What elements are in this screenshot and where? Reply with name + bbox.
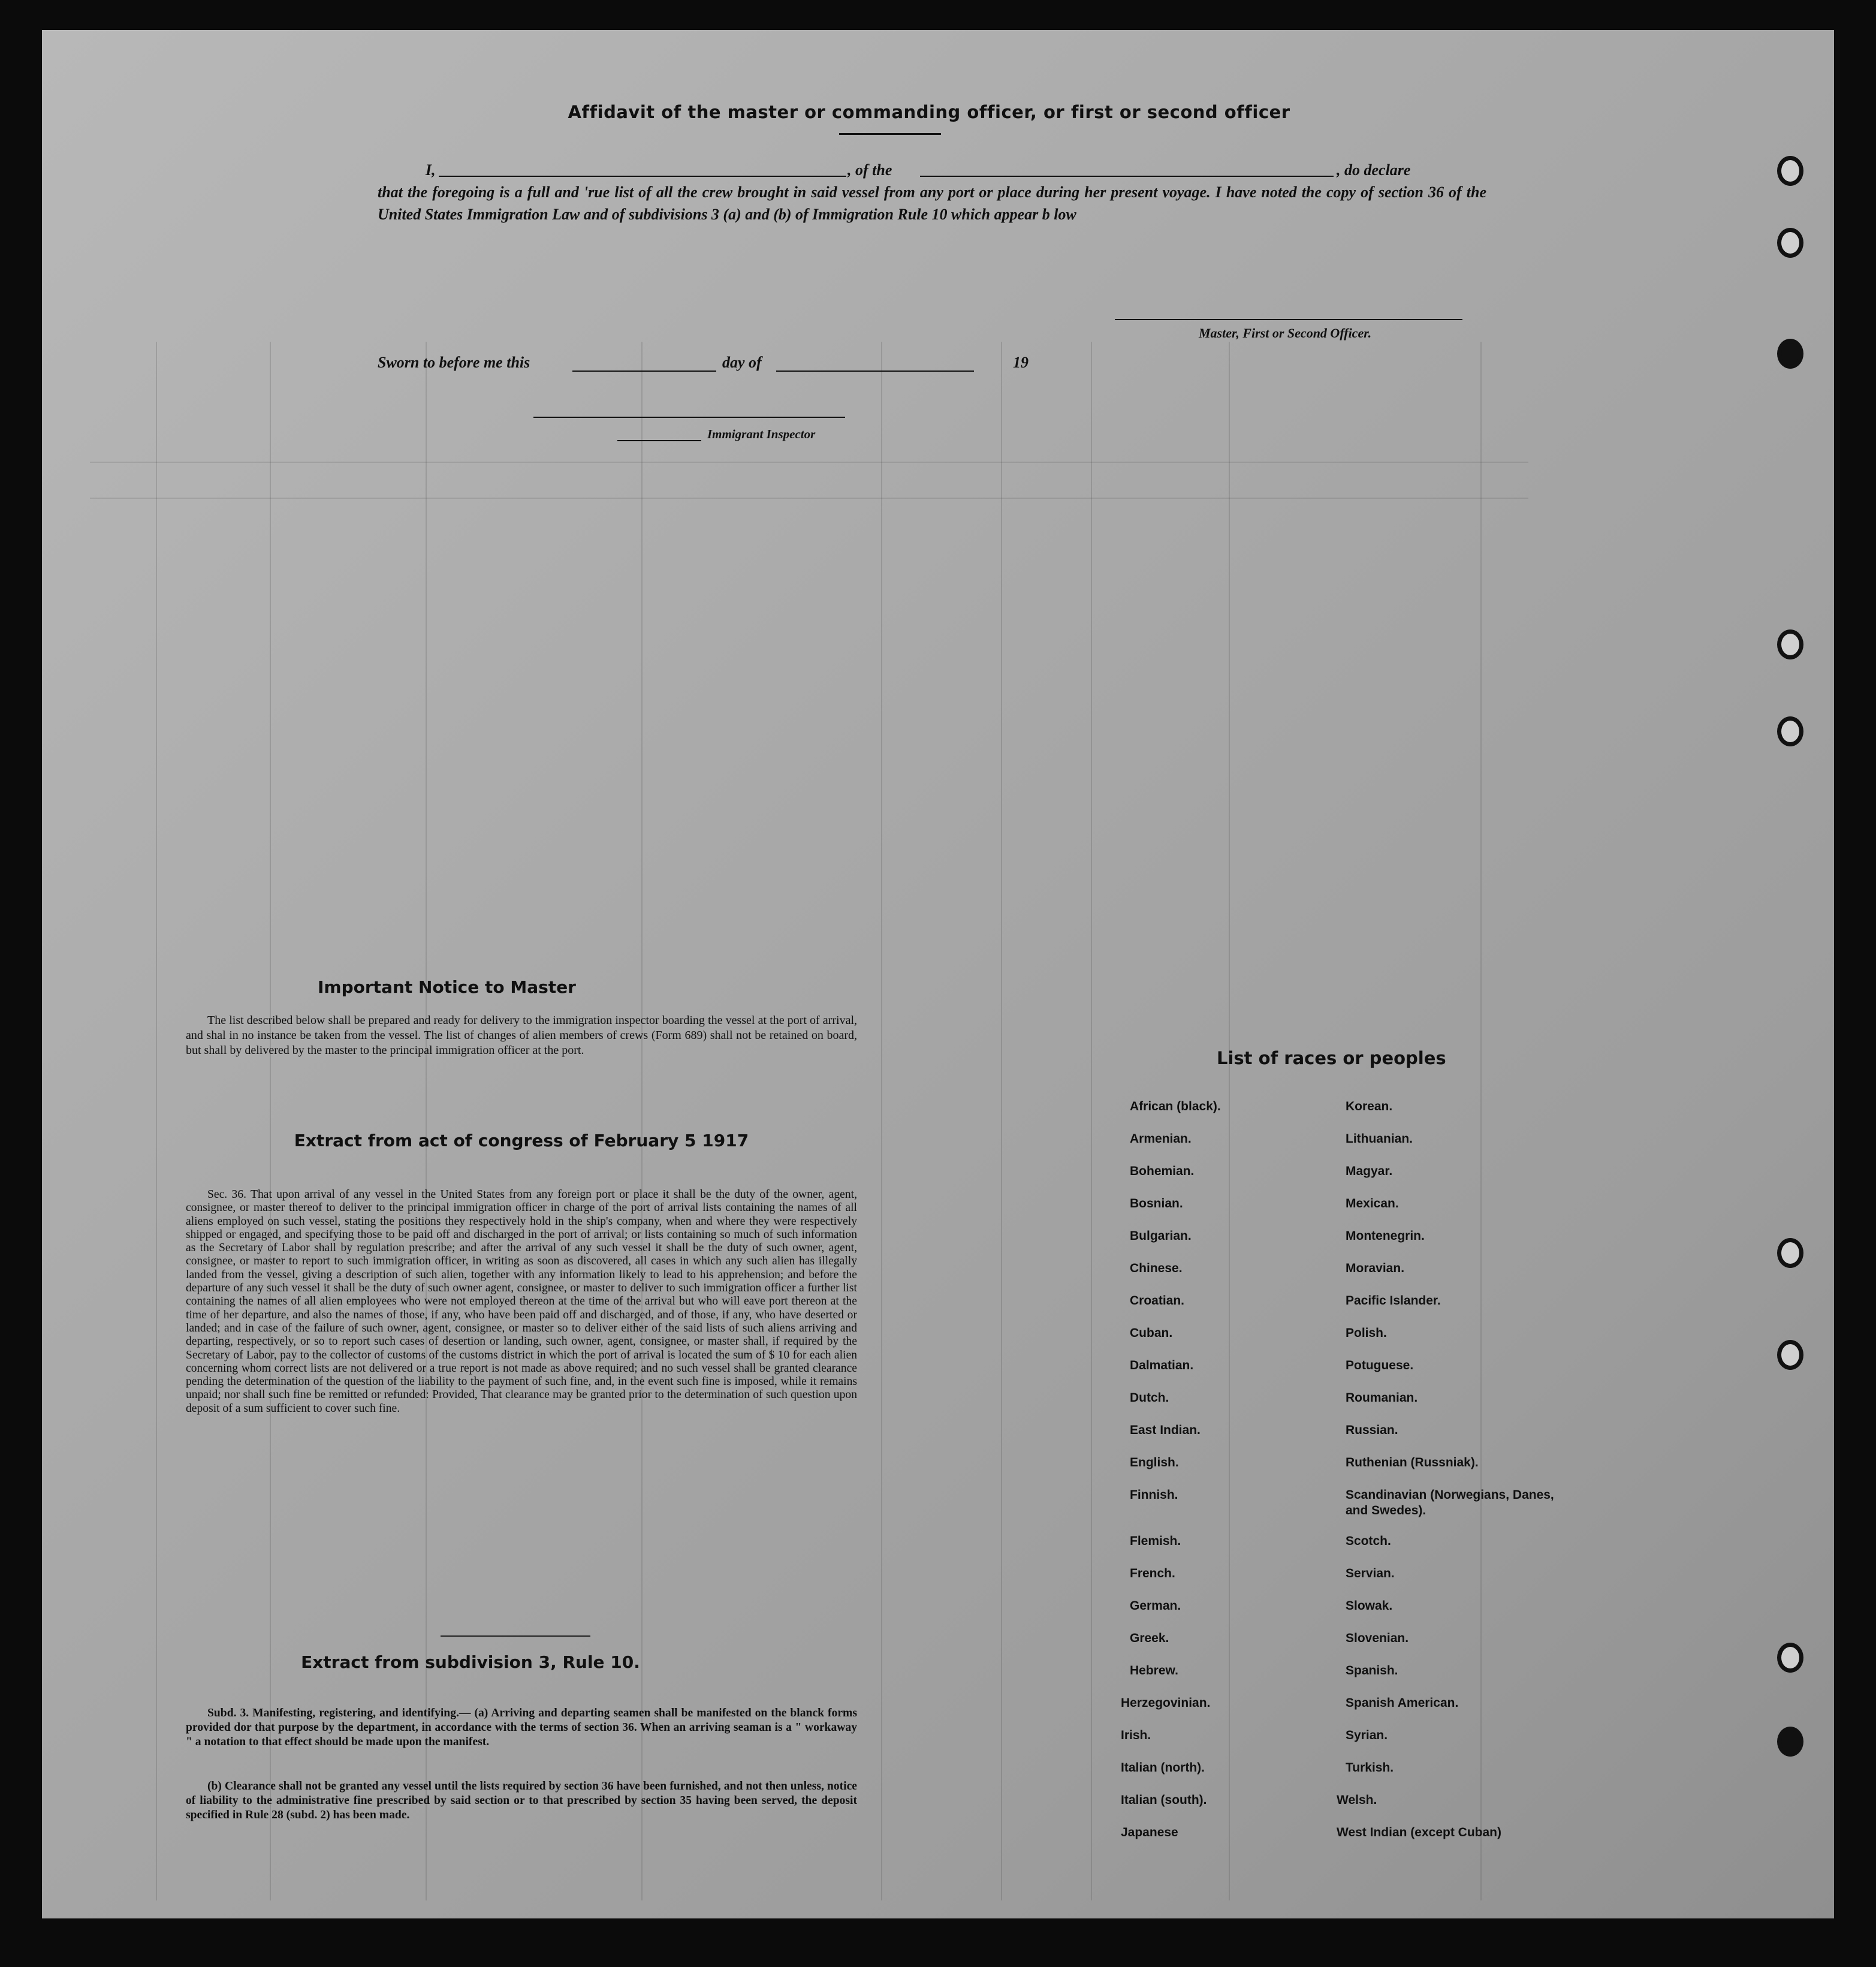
ghost-rule bbox=[1001, 342, 1002, 1900]
race-item: Magyar. bbox=[1346, 1164, 1393, 1178]
race-item: Bosnian. bbox=[1130, 1197, 1183, 1210]
races-heading: List of races or peoples bbox=[1217, 1048, 1446, 1068]
race-item: Lithuanian. bbox=[1346, 1132, 1413, 1146]
race-item: Montenegrin. bbox=[1346, 1229, 1425, 1243]
race-item: Scandinavian (Norwegians, Danes, and Swedes). bbox=[1346, 1488, 1554, 1517]
separator-rule bbox=[441, 1635, 590, 1637]
race-item: Dalmatian. bbox=[1130, 1358, 1194, 1372]
race-item: Finnish. bbox=[1130, 1488, 1178, 1502]
notice-heading: Important Notice to Master bbox=[318, 977, 576, 997]
race-item: Polish. bbox=[1346, 1326, 1387, 1340]
race-item: Potuguese. bbox=[1346, 1358, 1414, 1372]
blank-line bbox=[572, 370, 716, 372]
section-36-text: Sec. 36. That upon arrival of any vessel in the United States from any foreign port or place it shall be the duty of the owner, agent, consignee, or master thereof to deliver to the principal immigration officer in charge of the port of arrival lists containing the names of all aliens employed on such vessel, stating the positions they respectively hold in the ship's company, when and where they were respectively shipped or engaged, and specifying those to be paid off and discharged in the port of arrival; or lists containing so much of such information as the Secretary of Labor shall by regulation prescribe; and after the arrival of any such vessel it shall be the duty of such owner, agent, consignee, or master to report to such immigration officer, in writing as soon as discovered, all cases in which any such alien has illegally landed from the vessel, giving a description of such alien, together with any information likely to lead to his apprehension; and before the departure of any such vessel it shall be the duty of such owner agent, consignee, or master to deliver to such immigration officer a further list containing the names of all alien employees who were not employed thereon at the time of the arrival but who will eave port thereon at the time of her departure, and also the names of those, if any, who have been paid off and discharged, and of those, if any, who have deserted or landed; and in case of the failure of such owner, agent, consignee, or master so to deliver either of the said lists of such aliens arriving and departing, respectively, or so to report such cases of desertion or landing, such owner, agent, consignee, or master shall, if required by the Secretary of Labor, pay to the collector of customs of the customs district in which the port of arrival is located the sum of $ 10 for each alien concerning whom correct lists are not delivered or a true report is not made as above required; and no such vessel shall be granted clearance pending the determination of the question of the liability to the payment of such fine, and, in the event such fine is imposed, while it remains unpaid; nor shall such fine be remitted or refunded: Provided, That clearance may be granted prior to the determination of such question upon deposit of a sum sufficient to cover such fine. bbox=[186, 1188, 857, 1415]
race-item: Slovenian. bbox=[1346, 1631, 1409, 1645]
blank-line bbox=[920, 176, 1334, 177]
sworn-text: Sworn to before me this bbox=[378, 354, 530, 371]
punch-hole bbox=[1777, 629, 1803, 659]
punch-hole bbox=[1777, 228, 1803, 258]
signature-line bbox=[1115, 319, 1462, 320]
act-extract-heading: Extract from act of congress of February 5 1917 bbox=[294, 1131, 749, 1150]
race-item: Mexican. bbox=[1346, 1197, 1399, 1210]
blank-line bbox=[776, 370, 974, 372]
race-item: Scotch. bbox=[1346, 1534, 1391, 1548]
race-item: Bulgarian. bbox=[1130, 1229, 1192, 1243]
inspector-label: Immigrant Inspector bbox=[707, 427, 816, 441]
affidavit-declare: , do declare bbox=[1337, 161, 1411, 179]
punch-hole bbox=[1777, 1643, 1803, 1673]
ghost-rule bbox=[90, 498, 1528, 499]
punch-hole bbox=[1777, 1238, 1803, 1268]
inspector-line bbox=[617, 440, 701, 441]
affidavit-i: I, bbox=[426, 161, 436, 179]
affidavit-body bbox=[378, 159, 1486, 225]
race-item: Chinese. bbox=[1130, 1261, 1183, 1275]
race-item: Turkish. bbox=[1346, 1761, 1394, 1775]
punch-hole bbox=[1777, 716, 1803, 746]
race-item: Slowak. bbox=[1346, 1599, 1393, 1613]
race-item: German. bbox=[1130, 1599, 1181, 1613]
race-item: Flemish. bbox=[1130, 1534, 1181, 1548]
race-item: Spanish. bbox=[1346, 1664, 1398, 1677]
race-item: Syrian. bbox=[1346, 1728, 1388, 1742]
race-item: Greek. bbox=[1130, 1631, 1169, 1645]
ghost-rule bbox=[90, 462, 1528, 463]
race-item: Bohemian. bbox=[1130, 1164, 1195, 1178]
subdivision-b-text: (b) Clearance shall not be granted any vessel until the lists required by section 36 have been furnished, and not then unless, notice of liability to the administrative fine prescribed by said section or to that prescribed by section 35 having been served, the deposit specified in Rule 28 (subd. 2) has been made. bbox=[186, 1780, 857, 1821]
race-item: French. bbox=[1130, 1567, 1175, 1580]
inspector-line bbox=[533, 417, 845, 418]
race-item: Irish. bbox=[1121, 1728, 1151, 1742]
race-item: Roumanian. bbox=[1346, 1391, 1418, 1405]
affidavit-text: that the foregoing is a full and 'rue list of all the crew brought in said vessel from any port or place during her present voyage. I have noted the copy of section 36 of the United States Immigration Law and of subdivisions 3 (a) and (b) of Immigration Rule 10 which appear b low bbox=[378, 183, 1486, 223]
signature-label: Master, First or Second Officer. bbox=[1199, 326, 1372, 341]
race-item: Ruthenian (Russniak). bbox=[1346, 1456, 1479, 1469]
affidavit-first-line bbox=[378, 159, 1486, 181]
title-rule bbox=[839, 133, 941, 135]
punch-hole bbox=[1777, 339, 1803, 369]
race-item: Herzegovinian. bbox=[1121, 1696, 1211, 1710]
race-item: Servian. bbox=[1346, 1567, 1395, 1580]
race-item: Welsh. bbox=[1337, 1793, 1377, 1807]
document-page bbox=[42, 30, 1834, 1918]
race-item: Armenian. bbox=[1130, 1132, 1192, 1146]
race-item: Cuban. bbox=[1130, 1326, 1173, 1340]
affidavit-title: Affidavit of the master or commanding officer, or first or second officer bbox=[568, 102, 1290, 122]
punch-hole bbox=[1777, 1340, 1803, 1370]
ghost-rule bbox=[1229, 342, 1230, 1900]
rule-extract-heading: Extract from subdivision 3, Rule 10. bbox=[301, 1652, 640, 1672]
race-item: Pacific Islander. bbox=[1346, 1294, 1441, 1308]
race-item: Korean. bbox=[1346, 1100, 1393, 1113]
subdivision-a-text: Subd. 3. Manifesting, registering, and identifying.— (a) Arriving and departing seamen shall be manifested on the blanck forms provided dor that purpose by the department, in accordance with the terms of section 36. When an arriving seaman is a " workaway " a notation to that effect should be made upon the manifest. bbox=[186, 1707, 857, 1748]
race-item: Moravian. bbox=[1346, 1261, 1405, 1275]
race-item: Dutch. bbox=[1130, 1391, 1169, 1405]
blank-line bbox=[439, 176, 846, 177]
race-item: Italian (south). bbox=[1121, 1793, 1207, 1807]
affidavit-of-the: , of the bbox=[847, 161, 892, 179]
notice-text: The list described below shall be prepared and ready for delivery to the immigration inspector boarding the vessel at the port of arrival, and shal in no instance be taken from the vessel. The list of changes of alien members of crews (Form 689) shall not be retained on board, but shall by delivered by the master to the principal immigration officer at the port. bbox=[186, 1014, 857, 1057]
ghost-rule bbox=[1480, 342, 1482, 1900]
sworn-year: 19 bbox=[1013, 354, 1029, 371]
race-item: Hebrew. bbox=[1130, 1664, 1178, 1677]
race-item: West Indian (except Cuban) bbox=[1337, 1826, 1501, 1839]
ghost-rule bbox=[1091, 342, 1092, 1900]
race-item: Italian (north). bbox=[1121, 1761, 1205, 1775]
race-item: Spanish American. bbox=[1346, 1696, 1459, 1710]
race-item: Russian. bbox=[1346, 1423, 1398, 1437]
race-item: African (black). bbox=[1130, 1100, 1221, 1113]
race-item: Croatian. bbox=[1130, 1294, 1185, 1308]
ghost-rule bbox=[881, 342, 882, 1900]
sworn-day-of: day of bbox=[722, 354, 762, 371]
race-item: East Indian. bbox=[1130, 1423, 1201, 1437]
punch-hole bbox=[1777, 1727, 1803, 1757]
race-item: English. bbox=[1130, 1456, 1179, 1469]
ghost-rule bbox=[156, 342, 157, 1900]
punch-hole bbox=[1777, 156, 1803, 186]
race-item: Japanese bbox=[1121, 1826, 1178, 1839]
